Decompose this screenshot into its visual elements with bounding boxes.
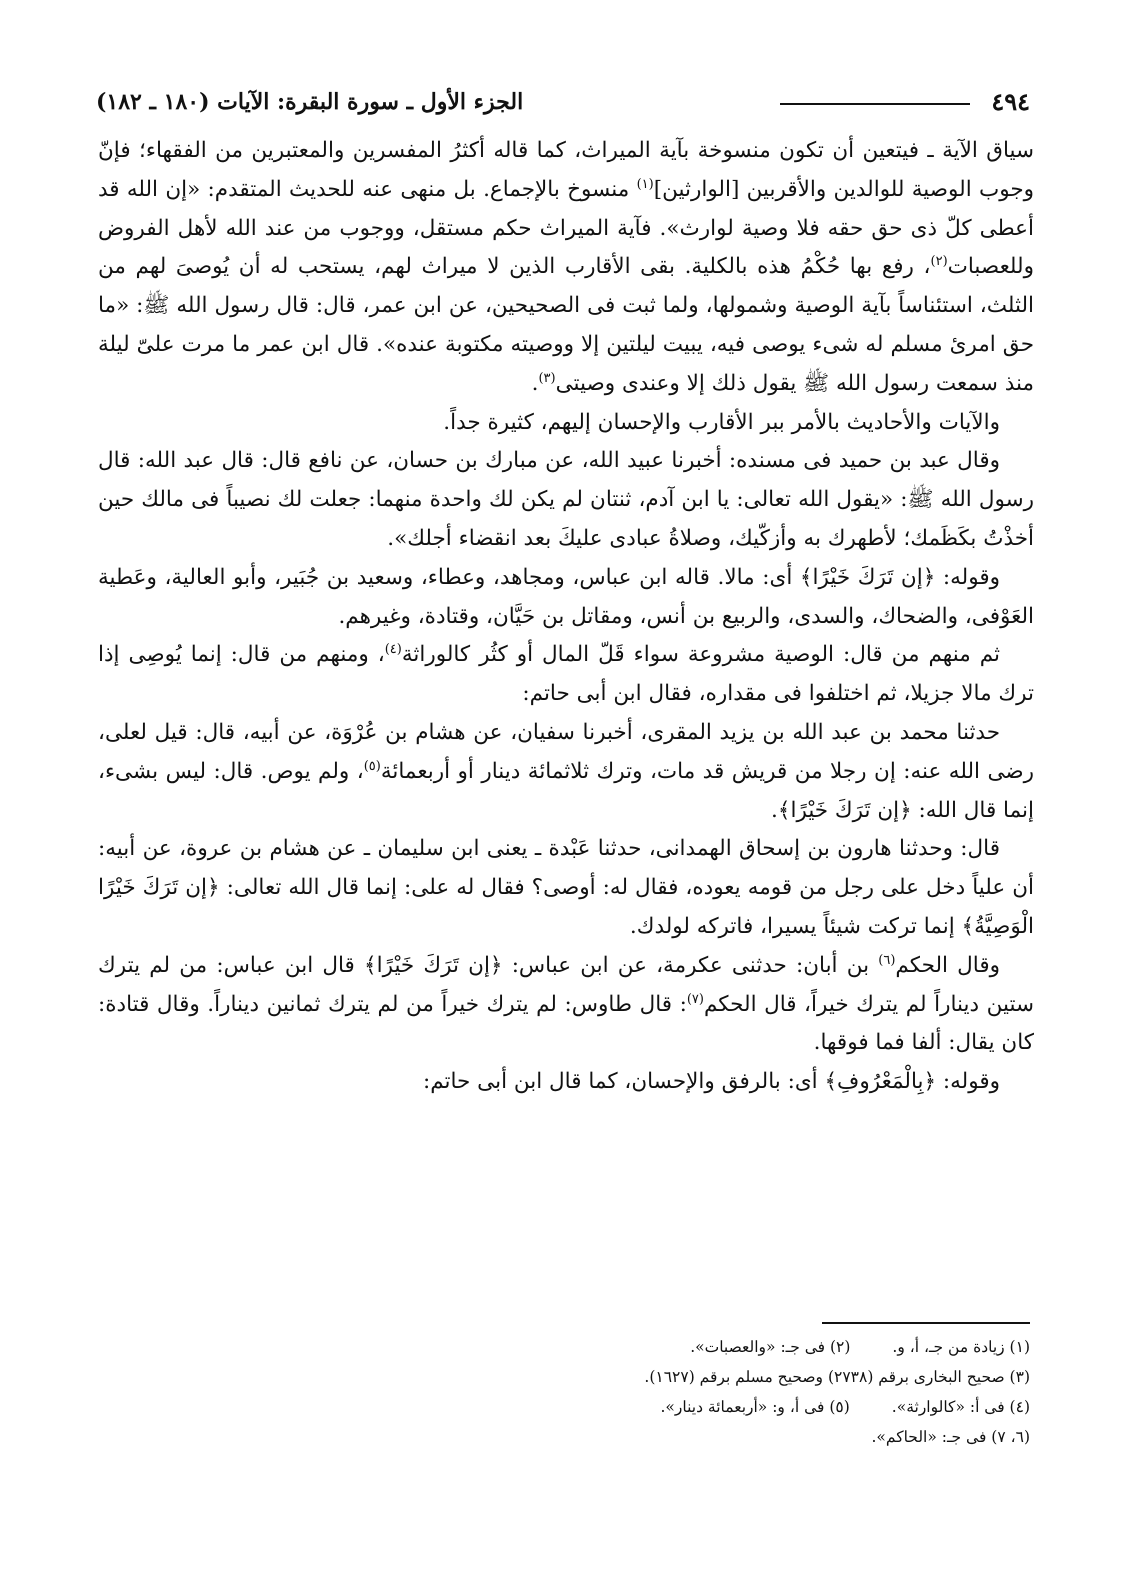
- paragraph-text: وقوله: ﴿بِالْمَعْرُوفِ﴾ أى: بالرفق والإحسان، كما قال ابن أبى حاتم:: [422, 1069, 1000, 1095]
- running-header: [96, 82, 1030, 122]
- paragraph-text: منسوخ بالإجماع. بل منهى عنه للحديث المتقدم: «إن الله قد أعطى كلّ ذى حق حقه فلا وصية لوارث». فآية الميراث حكم مستقل، ووجوب من عند الله لأهل الفروض وللعصبات: [98, 176, 1034, 280]
- paragraph-text: وقال الحكم: [895, 952, 1000, 978]
- paragraph-7: [98, 830, 1034, 946]
- paragraph-2: [98, 404, 1034, 443]
- footnote-1: (١) زيادة من جـ، أ، و.: [892, 1338, 1030, 1356]
- main-text: [98, 132, 1034, 1102]
- paragraph-5: [98, 636, 1034, 714]
- paragraph-text: وقوله: ﴿إن تَرَكَ خَيْرًا﴾ أى: مالا. قاله ابن عباس، ومجاهد، وعطاء، وسعيد بن جُبَير، وأبو العالية، وعَطية العَوْفى، والضحاك، والسدى، والربيع بن أنس، ومقاتل بن حَيَّان، وقتادة، وغيرهم.: [98, 564, 1034, 629]
- paragraph-text: حدثنا محمد بن عبد الله بن يزيد المقرى، أخبرنا سفيان، عن هشام بن عُرْوَة، عن أبيه، قال: قيل لعلى، رضى الله عنه: إن رجلا من قريش قد مات، وترك ثلاثمائة دينار أو أربعمائة: [98, 719, 1035, 784]
- paragraph-text: .: [531, 370, 539, 396]
- footnote-ref: (٢): [930, 254, 948, 270]
- footnotes: [98, 1332, 1030, 1452]
- footnote-2: (٢) فى جـ: «والعصبات».: [690, 1338, 851, 1356]
- footnote-ref: (٣): [538, 370, 556, 386]
- header-rule: [780, 103, 970, 105]
- footnote-ref: (٦): [878, 952, 896, 968]
- footnote-ref: (٧): [686, 991, 704, 1007]
- paragraph-8: [98, 947, 1034, 1063]
- footnote-line: [98, 1362, 1030, 1392]
- paragraph-4: [98, 559, 1034, 637]
- paragraph-1: [98, 132, 1034, 404]
- footnote-line: [98, 1392, 1030, 1422]
- paragraph-text: قال: وحدثنا هارون بن إسحاق الهمدانى، حدثنا عَبْدة ـ يعنى ابن سليمان ـ عن هشام بن عروة، عن أبيه: أن علياً دخل على رجل من قومه يعوده، فقال له: أوصى؟ فقال له على: إنما قال الله تعالى: ﴿إن تَرَكَ خَيْرًا الْوَصِيَّةُ﴾ إنما تركت شيئاً يسيرا، فاتركه لولدك.: [98, 836, 1034, 939]
- footnote-3: (٣) صحيح البخارى برقم (٢٧٣٨) وصحيح مسلم برقم (١٦٢٧).: [644, 1368, 1030, 1386]
- footnote-ref: (١): [636, 176, 654, 192]
- footnote-line: [98, 1422, 1030, 1452]
- page-number: ٤٩٤: [991, 87, 1030, 116]
- paragraph-text: ، رفع بها حُكْمُ هذه بالكلية. بقى الأقارب الذين لا ميراث لهم، يستحب له أن يُوصىَ لهم من الثلث، استئناساً بآية الوصية وشمولها، ولما ثبت فى الصحيحين، عن ابن عمر، قال: قال رسول الله ﷺ: «ما حق امرئ مسلم له شىء يوصى فيه، يبيت ليلتين إلا ووصيته مكتوبة عنده». قال ابن عمر ما مرت علىّ ليلة منذ سمعت رسول الله ﷺ يقول ذلك إلا وعندى وصيتى: [98, 254, 1034, 396]
- paragraph-text: ، ولم يوص. قال: ليس بشىء، إنما قال الله: ﴿إن تَرَكَ خَيْرًا﴾.: [98, 758, 1034, 823]
- paragraph-9: [98, 1063, 1034, 1102]
- paragraph-text: سياق الآية ـ فيتعين أن تكون منسوخة بآية الميراث، كما قاله أكثرُ المفسرين والمعتبرين من الفقهاء؛ فإنّ وجوب الوصية للوالدين والأقربين [الوارثين]: [98, 138, 1034, 202]
- paragraph-text: ، ومنهم من قال: إنما يُوصِى إذا ترك مالا جزيلا، ثم اختلفوا فى مقداره، فقال ابن أبى حاتم:: [98, 642, 1034, 707]
- running-title: الجزء الأول ـ سورة البقرة: الآيات (١٨٠ ـ ١٨٢): [96, 89, 524, 115]
- footnote-rule: [822, 1322, 1030, 1324]
- paragraph-text: ثم منهم من قال: الوصية مشروعة سواء قَلّ المال أو كثُر كالوراثة: [401, 642, 1000, 668]
- footnote-ref: (٤): [384, 642, 402, 658]
- footnote-ref: (٥): [363, 758, 381, 774]
- footnote-6-7: (٦، ٧) فى جـ: «الحاكم».: [871, 1428, 1030, 1446]
- paragraph-3: [98, 442, 1034, 558]
- paragraph-text: : قال طاوس: لم يترك خيراً من لم يترك ثمانين ديناراً. وقال قتادة: كان يقال: ألفا فما فوقها.: [98, 991, 1034, 1056]
- paragraph-text: والآيات والأحاديث بالأمر ببر الأقارب والإحسان إليهم، كثيرة جداً.: [443, 409, 1000, 435]
- footnote-4: (٤) فى أ: «كالوارثة».: [891, 1398, 1030, 1416]
- footnote-line: [98, 1332, 1030, 1362]
- footnote-5: (٥) فى أ، و: «أربعمائة دينار».: [660, 1398, 850, 1416]
- paragraph-6: [98, 714, 1034, 830]
- paragraph-text: وقال عبد بن حميد فى مسنده: أخبرنا عبيد الله، عن مبارك بن حسان، عن نافع قال: قال عبد الله: قال رسول الله ﷺ: «يقول الله تعالى: يا ابن آدم، ثنتان لم يكن لك واحدة منهما: جعلت لك نصيباً فى مالك حين أخذْتُ بكَظَمك؛ لأطهرك به وأزكّيك، وصلاةُ عبادى عليكَ بعد انقضاء أجلك».: [98, 448, 1034, 551]
- paragraph-text: بن أبان: حدثنى عكرمة، عن ابن عباس: ﴿إن تَرَكَ خَيْرًا﴾ قال ابن عباس: من لم يترك ستين ديناراً لم يترك خيراً، قال الحكم: [98, 952, 1034, 1017]
